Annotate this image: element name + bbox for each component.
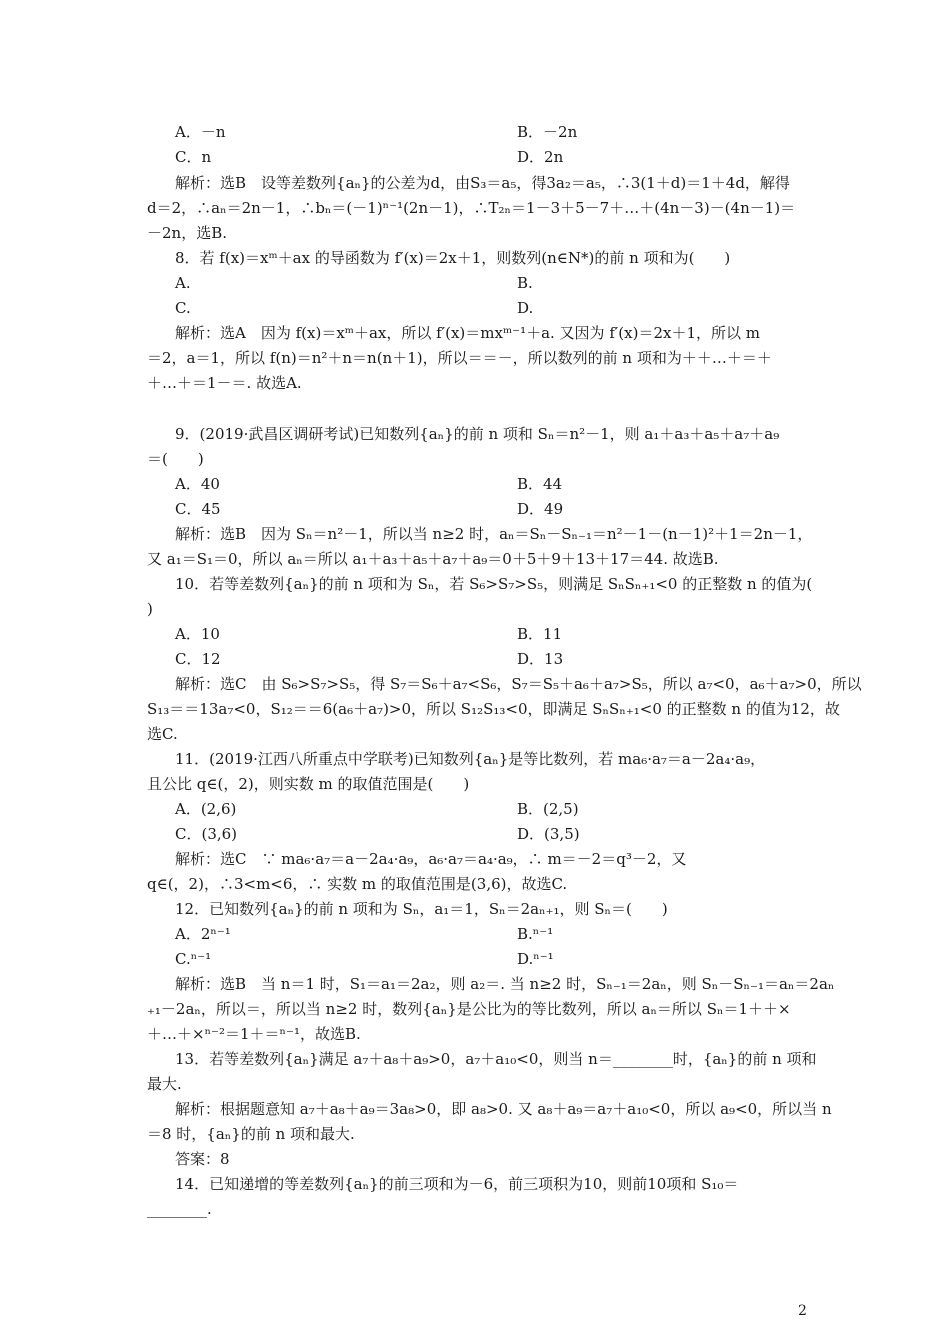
text-line: 11．(2019·江西八所重点中学联考)已知数列{aₙ}是等比数列，若 ma₆·a₇＝a－2a₄·a₉， xyxy=(175,750,766,768)
text-line: A．10 xyxy=(175,625,220,643)
text-line: A．2ⁿ⁻¹ xyxy=(175,925,231,943)
text-line: 解析：选A 因为 f(x)＝xᵐ＋ax，所以 f′(x)＝mxᵐ⁻¹＋a. 又因为 f′(x)＝2x＋1，所以 m xyxy=(175,324,760,342)
text-line: C.ⁿ⁻¹ xyxy=(175,950,212,968)
text-line: ＝2，a＝1，所以 f(n)＝n²＋n＝n(n＋1)，所以＝＝－，所以数列的前 n 项和为＋＋…＋＝＋ xyxy=(147,349,772,367)
text-line: S₁₃＝＝13a₇<0，S₁₂＝＝6(a₆＋a₇)>0，所以 S₁₂S₁₃<0，即满足 SₙSₙ₊₁<0 的正整数 n 的值为12，故 xyxy=(147,700,840,718)
text-line: 最大. xyxy=(147,1075,182,1093)
text-line: D．(3,5) xyxy=(517,825,580,843)
text-line: 14．已知递增的等差数列{aₙ}的前三项和为－6，前三项积为10，则前10项和 S₁₀＝ xyxy=(175,1175,739,1193)
text-line: A．(2,6) xyxy=(175,800,237,818)
text-line: ＋…＋＝1－＝. 故选A. xyxy=(147,374,302,392)
text-line: ________. xyxy=(147,1200,212,1218)
text-line: B．11 xyxy=(517,625,563,643)
text-line: C. xyxy=(175,299,191,317)
text-line: A．－n xyxy=(175,123,226,141)
text-line: ＋…＋×ⁿ⁻²＝1＋＝ⁿ⁻¹，故选B. xyxy=(147,1025,361,1043)
text-line: D.ⁿ⁻¹ xyxy=(517,950,554,968)
text-line: 解析：选B 当 n＝1 时，S₁＝a₁＝2a₂，则 a₂＝. 当 n≥2 时，Sₙ₋₁＝2aₙ，则 Sₙ－Sₙ₋₁＝aₙ＝2aₙ xyxy=(175,975,835,993)
text-line: 又 a₁＝S₁＝0，所以 aₙ＝所以 a₁＋a₃＋a₅＋a₇＋a₉＝0＋5＋9＋13＋17＝44. 故选B. xyxy=(147,550,719,568)
text-line: ) xyxy=(147,600,153,618)
text-line: d＝2，∴aₙ＝2n－1，∴bₙ＝(－1)ⁿ⁻¹(2n－1)，∴T₂ₙ＝1－3＋5－7＋…＋(4n－3)－(4n－1)＝ xyxy=(147,199,796,217)
text-line: B．44 xyxy=(517,475,563,493)
text-line: D．13 xyxy=(517,650,564,668)
text-line: D．49 xyxy=(517,500,564,518)
text-line: A. xyxy=(175,274,191,292)
text-line: B.ⁿ⁻¹ xyxy=(517,925,554,943)
text-line: D. xyxy=(517,299,534,317)
text-line: B. xyxy=(517,274,533,292)
text-line: 8．若 f(x)＝xᵐ＋ax 的导函数为 f′(x)＝2x＋1，则数列(n∈N*)的前 n 项和为( ) xyxy=(175,249,731,267)
text-line: 解析：选C ∵ ma₆·a₇＝a－2a₄·a₉，a₆·a₇＝a₄·a₉，∴ m＝－2＝q³－2，又 xyxy=(175,850,687,868)
text-line: B．(2,5) xyxy=(517,800,579,818)
text-line: －2n，选B. xyxy=(147,224,227,242)
text-line: C．45 xyxy=(175,500,221,518)
text-line: C．12 xyxy=(175,650,221,668)
text-line: 10．若等差数列{aₙ}的前 n 项和为 Sₙ，若 S₆>S₇>S₅，则满足 SₙSₙ₊₁<0 的正整数 n 的值为( xyxy=(175,575,813,593)
text-line: 解析：选C 由 S₆>S₇>S₅，得 S₇＝S₆＋a₇<S₆，S₇＝S₅＋a₆＋a₇>S₅，所以 a₇<0，a₆＋a₇>0，所以 xyxy=(175,675,862,693)
text-line: ＝( ) xyxy=(147,450,204,468)
text-line: C．n xyxy=(175,148,212,166)
text-line: C．(3,6) xyxy=(175,825,238,843)
text-line: 解析：选B 因为 Sₙ＝n²－1，所以当 n≥2 时，aₙ＝Sₙ－Sₙ₋₁＝n²－1－(n－1)²＋1＝2n－1， xyxy=(175,525,813,543)
text-line: B．－2n xyxy=(517,123,578,141)
text-line: 解析：根据题意知 a₇＋a₈＋a₉＝3a₈>0，即 a₈>0. 又 a₈＋a₉＝a₇＋a₁₀<0，所以 a₉<0，所以当 n xyxy=(175,1100,832,1118)
text-line: 答案：8 xyxy=(175,1150,230,1168)
page-number: 2 xyxy=(798,1303,807,1319)
text-line: A．40 xyxy=(175,475,220,493)
text-line: 13．若等差数列{aₙ}满足 a₇＋a₈＋a₉>0，a₇＋a₁₀<0，则当 n＝________时，{aₙ}的前 n 项和 xyxy=(175,1050,817,1068)
text-line: 9．(2019·武昌区调研考试)已知数列{aₙ}的前 n 项和 Sₙ＝n²－1，则 a₁＋a₃＋a₅＋a₇＋a₉ xyxy=(175,425,780,443)
text-line: 解析：选B 设等差数列{aₙ}的公差为d，由S₃＝a₅，得3a₂＝a₅，∴3(1＋d)＝1＋4d，解得 xyxy=(175,174,790,192)
text-line: ＝8 时，{aₙ}的前 n 项和最大. xyxy=(147,1125,355,1143)
text-line: 12．已知数列{aₙ}的前 n 项和为 Sₙ，a₁＝1，Sₙ＝2aₙ₊₁，则 Sₙ＝( ) xyxy=(175,900,668,918)
text-line: ₊₁－2aₙ，所以＝，所以当 n≥2 时，数列{aₙ}是公比为的等比数列，所以 aₙ＝所以 Sₙ＝1＋＋× xyxy=(147,1000,791,1018)
text-line: q∈(，2)，∴3<m<6，∴ 实数 m 的取值范围是(3,6)，故选C. xyxy=(147,875,568,893)
text-line: 且公比 q∈(，2)，则实数 m 的取值范围是( ) xyxy=(147,775,470,793)
text-line: D．2n xyxy=(517,148,564,166)
text-line: 选C. xyxy=(147,725,178,743)
